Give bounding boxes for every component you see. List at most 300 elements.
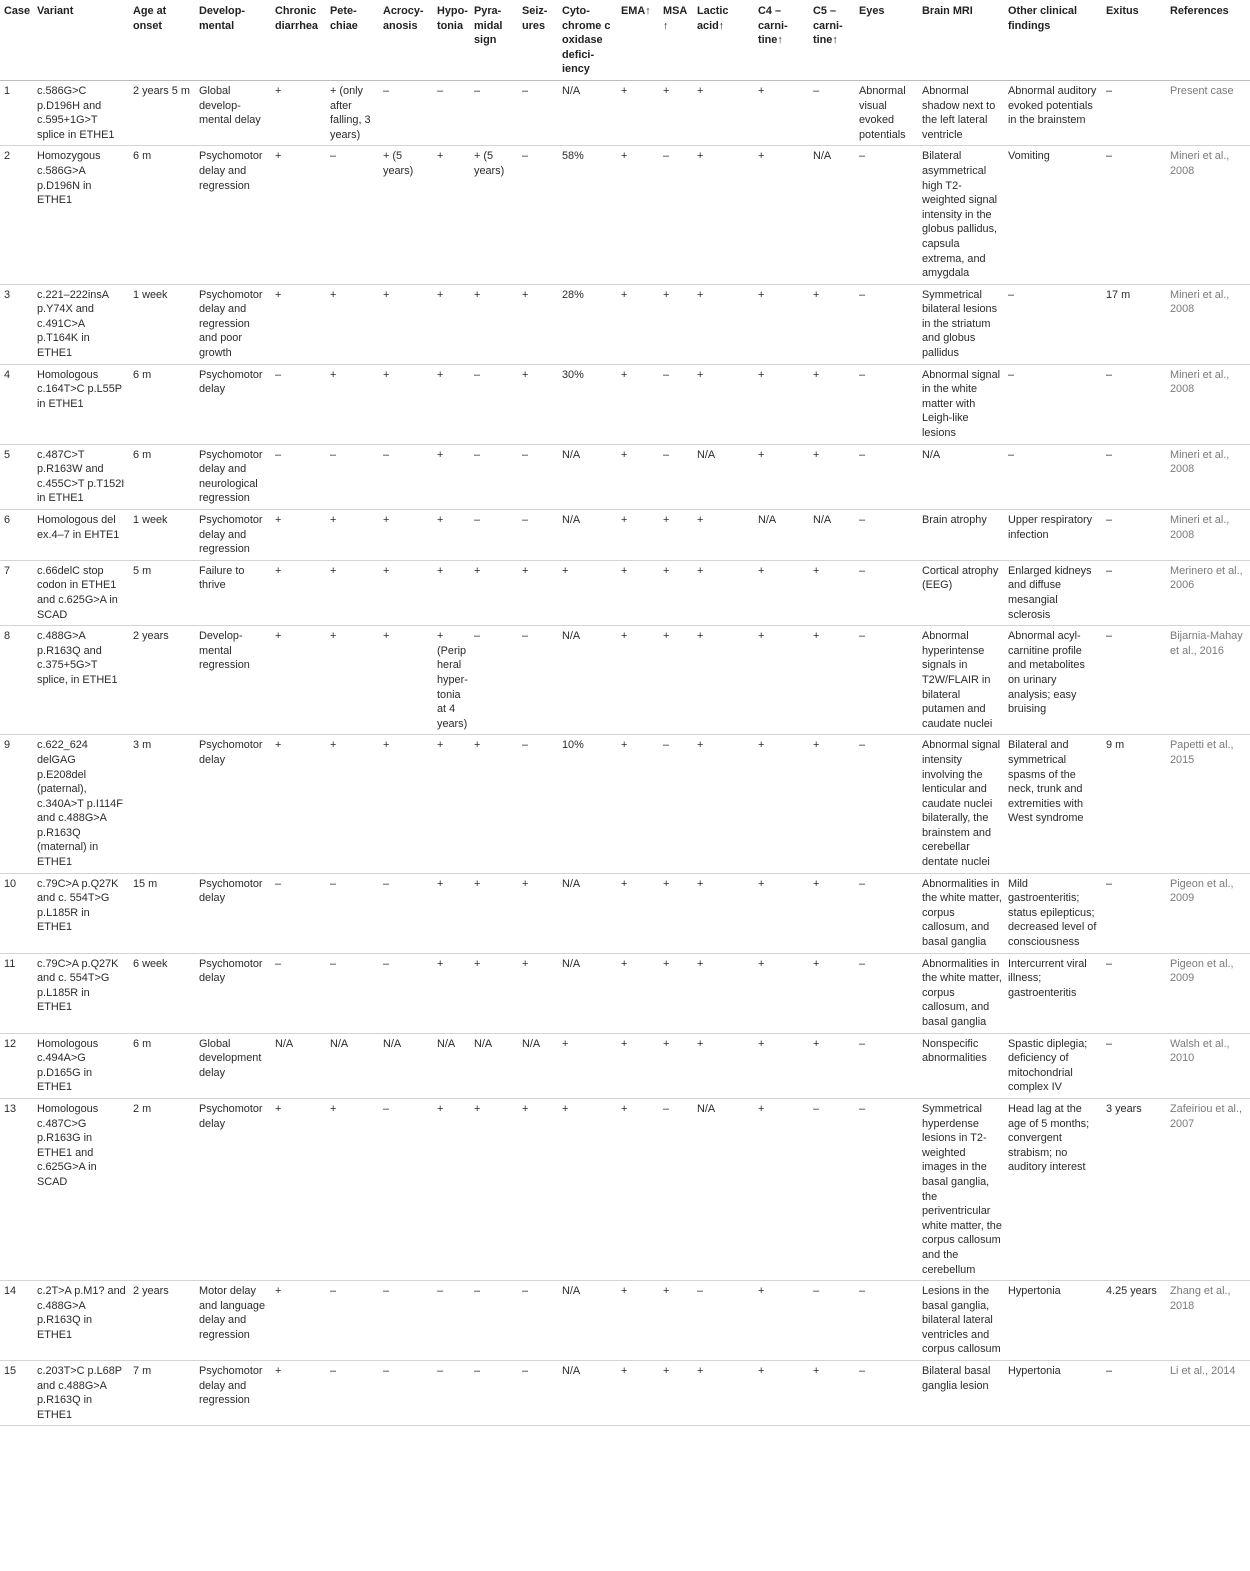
cell-other-clinical-findings: – [1004,364,1102,444]
cell-petechiae: – [326,1281,379,1361]
cell-variant: Homologous c.487C>G p.R163G in ETHE1 and c.625G>A in SCAD [33,1098,129,1280]
cell-eyes: – [855,284,918,364]
column-header-references: References [1166,0,1250,80]
cell-msa: – [659,735,693,873]
cell-msa: + [659,1361,693,1426]
cell-acrocyanosis: – [379,1361,433,1426]
cell-chronic-diarrhea: + [271,560,326,625]
cell-lactic-acid: + [693,626,754,735]
cell-c5-carnitine: + [809,444,855,509]
column-header-other-clinical-findings: Other clinical findings [1004,0,1102,80]
cell-exitus: – [1102,80,1166,145]
cell-c5-carnitine: + [809,953,855,1033]
cell-references: Mineri et al., 2008 [1166,510,1250,561]
column-header-msa: MSA↑ [659,0,693,80]
cell-chronic-diarrhea: + [271,1098,326,1280]
cell-cytochrome-c-oxidase-deficiency: N/A [558,873,617,953]
cell-chronic-diarrhea: + [271,1281,326,1361]
cell-c4-carnitine: + [754,873,809,953]
cell-seizures: – [518,510,558,561]
cell-c4-carnitine: + [754,1033,809,1098]
cell-c4-carnitine: + [754,1361,809,1426]
cell-ema: + [617,1281,659,1361]
cell-ema: + [617,953,659,1033]
cell-case: 13 [0,1098,33,1280]
cell-hypotonia: + [433,510,470,561]
cell-petechiae: – [326,1361,379,1426]
cell-age-at-onset: 2 years 5 m [129,80,195,145]
cell-exitus: – [1102,873,1166,953]
cell-other-clinical-findings: Intercurrent viral illness; gastroenteritis [1004,953,1102,1033]
cell-pyramidal-sign: – [470,444,518,509]
cell-seizures: + [518,873,558,953]
cell-eyes: – [855,1098,918,1280]
cell-age-at-onset: 6 m [129,444,195,509]
cell-age-at-onset: 7 m [129,1361,195,1426]
cell-cytochrome-c-oxidase-deficiency: N/A [558,444,617,509]
cell-age-at-onset: 6 m [129,146,195,284]
cell-references: Li et al., 2014 [1166,1361,1250,1426]
cell-seizures: – [518,1281,558,1361]
cell-ema: + [617,146,659,284]
cell-exitus: 9 m [1102,735,1166,873]
cell-exitus: – [1102,1033,1166,1098]
column-header-variant: Variant [33,0,129,80]
cell-c4-carnitine: + [754,284,809,364]
cell-chronic-diarrhea: N/A [271,1033,326,1098]
cell-pyramidal-sign: – [470,364,518,444]
cell-seizures: – [518,626,558,735]
cell-age-at-onset: 6 week [129,953,195,1033]
cell-lactic-acid: + [693,510,754,561]
cell-lactic-acid: + [693,284,754,364]
cell-petechiae: + [326,735,379,873]
cell-c5-carnitine: + [809,284,855,364]
cell-petechiae: N/A [326,1033,379,1098]
cell-case: 7 [0,560,33,625]
cell-chronic-diarrhea: – [271,444,326,509]
cell-ema: + [617,560,659,625]
cell-development: Develop-mental regression [195,626,271,735]
table-row [0,873,1250,953]
cell-development: Global develop-mental delay [195,80,271,145]
cell-chronic-diarrhea: + [271,284,326,364]
cell-age-at-onset: 2 m [129,1098,195,1280]
cell-c4-carnitine: + [754,80,809,145]
cell-cytochrome-c-oxidase-deficiency: N/A [558,953,617,1033]
cell-msa: – [659,444,693,509]
cell-cytochrome-c-oxidase-deficiency: N/A [558,626,617,735]
table-row [0,284,1250,364]
cell-ema: + [617,1098,659,1280]
cell-variant: c.2T>A p.M1? and c.488G>A p.R163Q in ETHE1 [33,1281,129,1361]
cell-msa: – [659,364,693,444]
cell-hypotonia: – [433,1361,470,1426]
cell-seizures: + [518,1098,558,1280]
cell-ema: + [617,1033,659,1098]
cell-case: 6 [0,510,33,561]
cell-acrocyanosis: – [379,444,433,509]
cell-case: 4 [0,364,33,444]
cell-pyramidal-sign: N/A [470,1033,518,1098]
cell-variant: c.66delC stop codon in ETHE1 and c.625G>A in SCAD [33,560,129,625]
cell-chronic-diarrhea: – [271,953,326,1033]
cell-development: Psychomotor delay and neurological regression [195,444,271,509]
cell-cytochrome-c-oxidase-deficiency: + [558,560,617,625]
cell-brain-mri: Brain atrophy [918,510,1004,561]
cell-exitus: 4.25 years [1102,1281,1166,1361]
cell-acrocyanosis: + [379,735,433,873]
cell-seizures: – [518,146,558,284]
cell-references: Mineri et al., 2008 [1166,146,1250,284]
cell-case: 11 [0,953,33,1033]
cell-petechiae: + [326,364,379,444]
cell-case: 2 [0,146,33,284]
cell-references: Papetti et al., 2015 [1166,735,1250,873]
cell-brain-mri: Abnormalities in the white matter, corpus callosum, and basal ganglia [918,953,1004,1033]
cell-development: Psychomotor delay and regression [195,510,271,561]
cell-brain-mri: Symmetrical bilateral lesions in the striatum and globus pallidus [918,284,1004,364]
cell-other-clinical-findings: Hypertonia [1004,1281,1102,1361]
cell-pyramidal-sign: + [470,873,518,953]
cell-references: Zhang et al., 2018 [1166,1281,1250,1361]
table-row [0,80,1250,145]
cell-lactic-acid: + [693,1033,754,1098]
cell-acrocyanosis: – [379,873,433,953]
cell-chronic-diarrhea: + [271,735,326,873]
cell-lactic-acid: + [693,80,754,145]
cell-ema: + [617,626,659,735]
cell-c5-carnitine: + [809,364,855,444]
cell-brain-mri: Bilateral asymmetrical high T2-weighted signal intensity in the globus pallidus, capsula extrema, and amygdala [918,146,1004,284]
cell-variant: c.221–222insA p.Y74X and c.491C>A p.T164K in ETHE1 [33,284,129,364]
cell-ema: + [617,80,659,145]
cell-c4-carnitine: + [754,1281,809,1361]
cell-exitus: – [1102,146,1166,284]
cell-chronic-diarrhea: + [271,146,326,284]
cell-c5-carnitine: – [809,1098,855,1280]
cell-eyes: – [855,873,918,953]
cell-hypotonia: + [433,364,470,444]
cell-development: Psychomotor delay [195,364,271,444]
cell-petechiae: – [326,146,379,284]
column-header-acrocyanosis: Acrocy-anosis [379,0,433,80]
cell-c4-carnitine: + [754,444,809,509]
cell-other-clinical-findings: – [1004,444,1102,509]
cell-lactic-acid: + [693,735,754,873]
cell-brain-mri: Nonspecific abnormalities [918,1033,1004,1098]
cell-exitus: 3 years [1102,1098,1166,1280]
cell-c4-carnitine: + [754,953,809,1033]
cell-eyes: – [855,735,918,873]
cell-c4-carnitine: + [754,560,809,625]
column-header-eyes: Eyes [855,0,918,80]
cell-petechiae: – [326,953,379,1033]
cell-references: Zafeiriou et al., 2007 [1166,1098,1250,1280]
table-header [0,0,1250,80]
cell-eyes: – [855,444,918,509]
cell-seizures: + [518,364,558,444]
cell-lactic-acid: + [693,146,754,284]
cell-case: 15 [0,1361,33,1426]
cell-development: Psychomotor delay [195,1098,271,1280]
cell-pyramidal-sign: – [470,80,518,145]
cell-hypotonia: + [433,284,470,364]
cell-acrocyanosis: N/A [379,1033,433,1098]
cell-other-clinical-findings: Upper respiratory infection [1004,510,1102,561]
cell-petechiae: + [326,284,379,364]
cell-ema: + [617,444,659,509]
column-header-cytochrome-c-oxidase-deficiency: Cyto-chrome c oxidase defici-iency [558,0,617,80]
column-header-petechiae: Pete-chiae [326,0,379,80]
cell-lactic-acid: N/A [693,444,754,509]
cell-lactic-acid: N/A [693,1098,754,1280]
cell-other-clinical-findings: Abnormal auditory evoked potentials in the brainstem [1004,80,1102,145]
cell-chronic-diarrhea: + [271,626,326,735]
cell-c4-carnitine: + [754,146,809,284]
cell-exitus: – [1102,953,1166,1033]
cell-cytochrome-c-oxidase-deficiency: N/A [558,80,617,145]
cell-age-at-onset: 6 m [129,364,195,444]
cell-msa: + [659,873,693,953]
cell-acrocyanosis: + [379,364,433,444]
cell-other-clinical-findings: Hypertonia [1004,1361,1102,1426]
table-row [0,444,1250,509]
cell-exitus: 17 m [1102,284,1166,364]
table-body [0,80,1250,1425]
cell-c5-carnitine: + [809,873,855,953]
cell-c5-carnitine: + [809,1361,855,1426]
cell-acrocyanosis: – [379,953,433,1033]
cell-petechiae: + [326,626,379,735]
column-header-pyramidal-sign: Pyra-midal sign [470,0,518,80]
cell-c4-carnitine: + [754,735,809,873]
cell-development: Failure to thrive [195,560,271,625]
cell-variant: Homologous c.494A>G p.D165G in ETHE1 [33,1033,129,1098]
cell-age-at-onset: 5 m [129,560,195,625]
cell-pyramidal-sign: + [470,284,518,364]
cell-development: Motor delay and language delay and regression [195,1281,271,1361]
cell-case: 3 [0,284,33,364]
cell-case: 8 [0,626,33,735]
cell-case: 12 [0,1033,33,1098]
cell-other-clinical-findings: Abnormal acyl-carnitine profile and metabolites on urinary analysis; easy bruising [1004,626,1102,735]
cell-other-clinical-findings: Bilateral and symmetrical spasms of the neck, trunk and extremities with West syndrome [1004,735,1102,873]
cell-chronic-diarrhea: + [271,80,326,145]
column-header-age-at-onset: Age at onset [129,0,195,80]
cell-hypotonia: + [433,873,470,953]
cell-references: Merinero et al., 2006 [1166,560,1250,625]
cell-pyramidal-sign: – [470,1281,518,1361]
cell-cytochrome-c-oxidase-deficiency: 10% [558,735,617,873]
cell-variant: c.487C>T p.R163W and c.455C>T p.T152I in ETHE1 [33,444,129,509]
cell-c5-carnitine: + [809,735,855,873]
cell-ema: + [617,284,659,364]
table-row [0,1281,1250,1361]
cell-hypotonia: N/A [433,1033,470,1098]
cell-brain-mri: Lesions in the basal ganglia, bilateral lateral ventricles and corpus callosum [918,1281,1004,1361]
cell-msa: + [659,284,693,364]
cell-c5-carnitine: N/A [809,510,855,561]
cell-case: 1 [0,80,33,145]
cell-age-at-onset: 2 years [129,1281,195,1361]
cell-references: Pigeon et al., 2009 [1166,953,1250,1033]
cell-variant: c.622_624 delGAG p.E208del (paternal), c.340A>T p.I114F and c.488G>A p.R163Q (maternal) in ETHE1 [33,735,129,873]
cell-variant: Homologous del ex.4–7 in EHTE1 [33,510,129,561]
cell-acrocyanosis: – [379,1281,433,1361]
cell-variant: Homologous c.164T>C p.L55P in ETHE1 [33,364,129,444]
cell-hypotonia: + [433,1098,470,1280]
cell-other-clinical-findings: Enlarged kidneys and diffuse mesangial sclerosis [1004,560,1102,625]
column-header-chronic-diarrhea: Chronic diarrhea [271,0,326,80]
cell-ema: + [617,735,659,873]
table-row [0,1098,1250,1280]
cell-cytochrome-c-oxidase-deficiency: + [558,1098,617,1280]
cell-age-at-onset: 2 years [129,626,195,735]
cell-development: Psychomotor delay and regression [195,1361,271,1426]
table-row [0,735,1250,873]
cell-brain-mri: N/A [918,444,1004,509]
cell-c4-carnitine: + [754,364,809,444]
cell-eyes: – [855,1361,918,1426]
cell-seizures: N/A [518,1033,558,1098]
cell-brain-mri: Cortical atrophy (EEG) [918,560,1004,625]
cell-msa: + [659,1281,693,1361]
cell-case: 10 [0,873,33,953]
cell-exitus: – [1102,364,1166,444]
cell-hypotonia: + [433,444,470,509]
cell-brain-mri: Abnormal signal intensity involving the lenticular and caudate nuclei bilaterally, the brainstem and cerebellar dentate nuclei [918,735,1004,873]
cell-cytochrome-c-oxidase-deficiency: N/A [558,510,617,561]
cell-case: 5 [0,444,33,509]
cell-c4-carnitine: + [754,626,809,735]
cell-variant: Homozygous c.586G>A p.D196N in ETHE1 [33,146,129,284]
cell-chronic-diarrhea: + [271,1361,326,1426]
cell-references: Present case [1166,80,1250,145]
cell-seizures: – [518,80,558,145]
cell-variant: c.79C>A p.Q27K and c. 554T>G p.L185R in ETHE1 [33,953,129,1033]
column-header-development: Develop-mental [195,0,271,80]
cell-ema: + [617,873,659,953]
cell-petechiae: – [326,873,379,953]
cell-exitus: – [1102,1361,1166,1426]
cell-brain-mri: Abnormal shadow next to the left lateral ventricle [918,80,1004,145]
cell-pyramidal-sign: + [470,1098,518,1280]
cell-references: Mineri et al., 2008 [1166,444,1250,509]
cell-msa: + [659,1033,693,1098]
column-header-c5-carnitine: C5 – carni-tine↑ [809,0,855,80]
cell-c5-carnitine: N/A [809,146,855,284]
cell-variant: c.203T>C p.L68P and c.488G>A p.R163Q in ETHE1 [33,1361,129,1426]
cell-age-at-onset: 1 week [129,510,195,561]
cell-development: Psychomotor delay [195,873,271,953]
cell-eyes: – [855,1033,918,1098]
cell-acrocyanosis: + [379,560,433,625]
cell-ema: + [617,364,659,444]
cell-pyramidal-sign: – [470,510,518,561]
cell-msa: – [659,146,693,284]
column-header-case: Case [0,0,33,80]
column-header-c4-carnitine: C4 – carni-tine↑ [754,0,809,80]
cell-eyes: – [855,626,918,735]
column-header-ema: EMA↑ [617,0,659,80]
column-header-exitus: Exitus [1102,0,1166,80]
cell-petechiae: + [326,560,379,625]
cell-pyramidal-sign: + [470,735,518,873]
cell-age-at-onset: 1 week [129,284,195,364]
cell-other-clinical-findings: – [1004,284,1102,364]
cell-other-clinical-findings: Vomiting [1004,146,1102,284]
cell-eyes: – [855,1281,918,1361]
cell-petechiae: + [326,1098,379,1280]
cell-brain-mri: Abnormal hyperintense signals in T2W/FLAIR in bilateral putamen and caudate nuclei [918,626,1004,735]
cell-ema: + [617,1361,659,1426]
cell-pyramidal-sign: + (5 years) [470,146,518,284]
cell-c4-carnitine: N/A [754,510,809,561]
cell-acrocyanosis: + [379,284,433,364]
cell-hypotonia: + [433,953,470,1033]
table-row [0,510,1250,561]
cell-lactic-acid: + [693,560,754,625]
cell-other-clinical-findings: Mild gastroenteritis; status epilepticus; decreased level of consciousness [1004,873,1102,953]
cell-brain-mri: Abnormal signal in the white matter with Leigh-like lesions [918,364,1004,444]
cell-lactic-acid: + [693,953,754,1033]
cell-other-clinical-findings: Head lag at the age of 5 months; convergent strabism; no auditory interest [1004,1098,1102,1280]
cell-ema: + [617,510,659,561]
cell-c5-carnitine: – [809,80,855,145]
cell-age-at-onset: 6 m [129,1033,195,1098]
cell-chronic-diarrhea: + [271,510,326,561]
cell-chronic-diarrhea: – [271,364,326,444]
column-header-brain-mri: Brain MRI [918,0,1004,80]
cell-pyramidal-sign: + [470,560,518,625]
cell-petechiae: – [326,444,379,509]
table-row [0,1361,1250,1426]
cell-eyes: Abnormal visual evoked potentials [855,80,918,145]
cell-lactic-acid: + [693,873,754,953]
cell-references: Pigeon et al., 2009 [1166,873,1250,953]
cell-hypotonia: + (Peripheral hyper-tonia at 4 years) [433,626,470,735]
cell-seizures: + [518,284,558,364]
cell-c5-carnitine: + [809,560,855,625]
cell-eyes: – [855,364,918,444]
cell-hypotonia: + [433,735,470,873]
cell-variant: c.488G>A p.R163Q and c.375+5G>T splice, in ETHE1 [33,626,129,735]
cell-references: Walsh et al., 2010 [1166,1033,1250,1098]
cell-variant: c.79C>A p.Q27K and c. 554T>G p.L185R in ETHE1 [33,873,129,953]
cell-c5-carnitine: + [809,626,855,735]
column-header-seizures: Seiz-ures [518,0,558,80]
column-header-hypotonia: Hypo-tonia [433,0,470,80]
cell-seizures: + [518,953,558,1033]
cell-seizures: – [518,1361,558,1426]
cell-seizures: + [518,560,558,625]
header-row [0,0,1250,80]
cell-development: Global development delay [195,1033,271,1098]
cell-eyes: – [855,953,918,1033]
cell-c4-carnitine: + [754,1098,809,1280]
cell-hypotonia: – [433,80,470,145]
cell-seizures: – [518,444,558,509]
cell-acrocyanosis: + [379,626,433,735]
cell-brain-mri: Bilateral basal ganglia lesion [918,1361,1004,1426]
cell-hypotonia: + [433,146,470,284]
cell-development: Psychomotor delay and regression [195,146,271,284]
cell-c5-carnitine: – [809,1281,855,1361]
table-row [0,953,1250,1033]
cell-exitus: – [1102,626,1166,735]
cell-age-at-onset: 15 m [129,873,195,953]
